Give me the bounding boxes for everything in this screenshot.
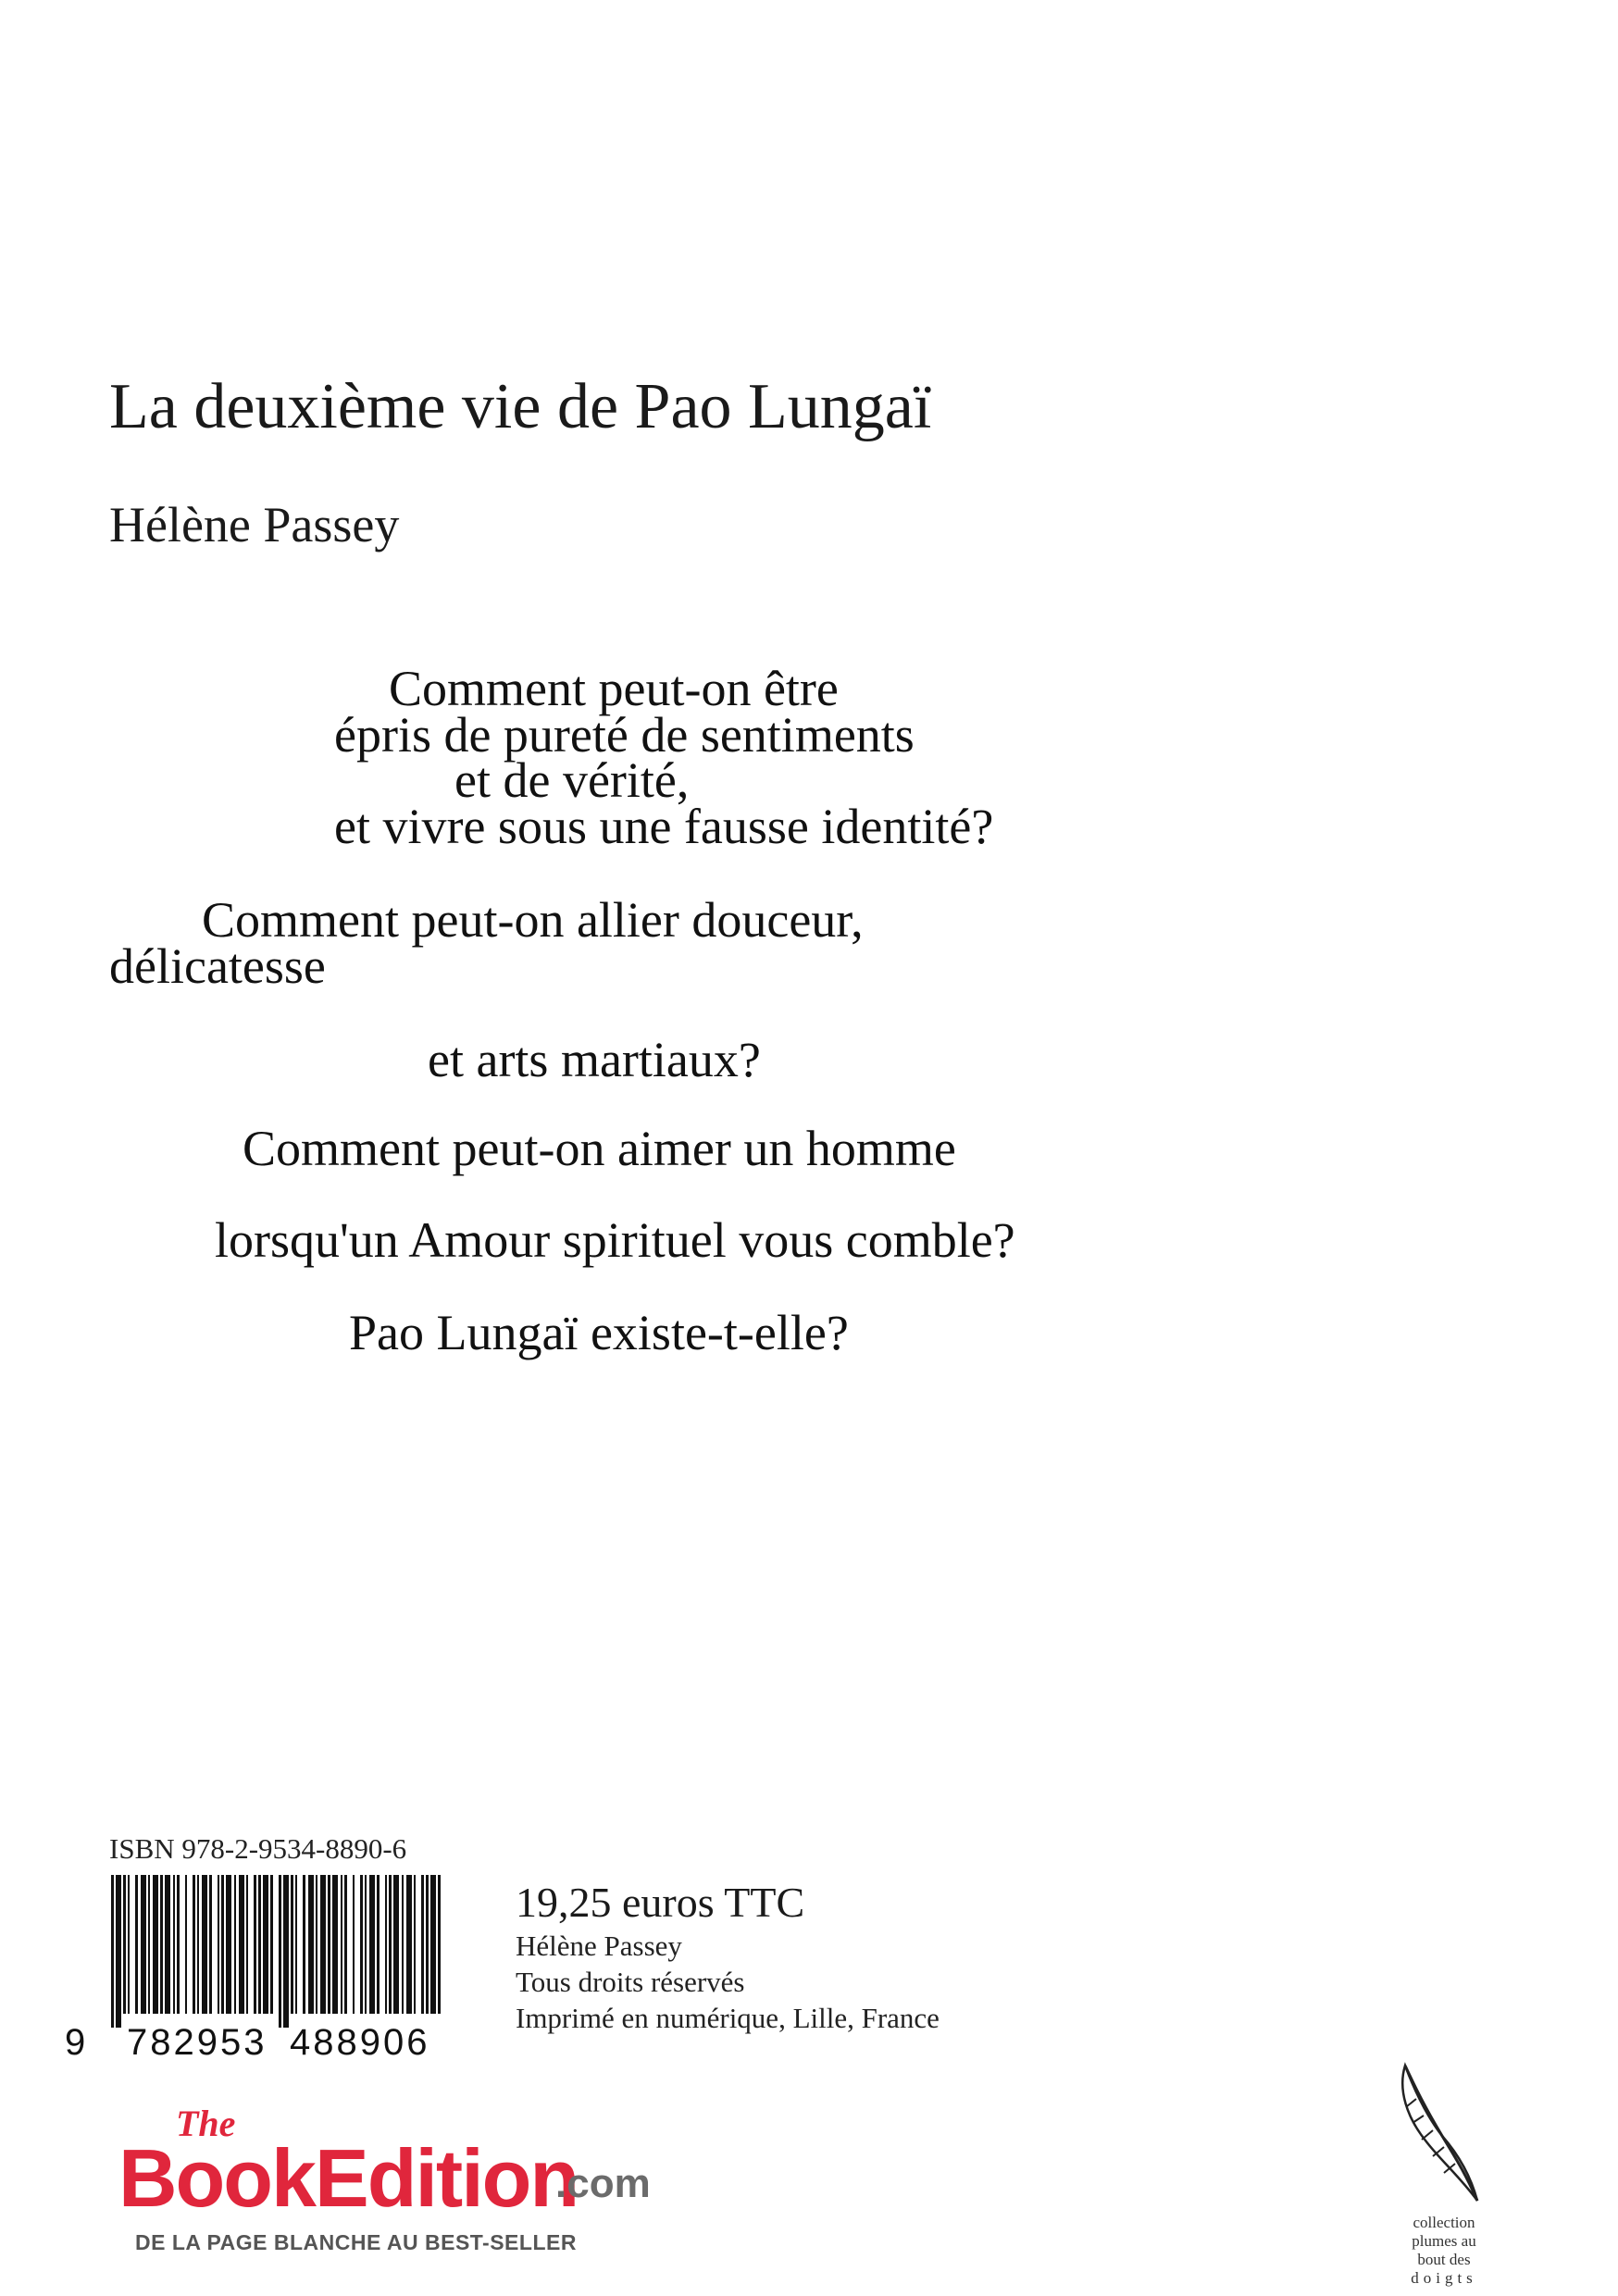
blurb-line-1: Comment peut-on être bbox=[389, 661, 839, 716]
blurb-line-3: et de vérité, bbox=[454, 752, 690, 808]
collection-line-3: bout des bbox=[1417, 2251, 1471, 2268]
blurb-line-9: lorsqu'un Amour spirituel vous comble? bbox=[215, 1212, 1015, 1268]
rights-reserved: Tous droits réservés bbox=[516, 1966, 745, 1998]
book-author: Hélène Passey bbox=[109, 497, 400, 552]
printed-location: Imprimé en numérique, Lille, France bbox=[516, 2002, 940, 2034]
blurb-line-2: épris de pureté de sentiments bbox=[334, 707, 915, 763]
logo-dotcom-text: .com bbox=[555, 2161, 651, 2206]
collection-line-4: doigts bbox=[1411, 2269, 1477, 2287]
publisher-tagline: DE LA PAGE BLANCHE AU BEST-SELLER bbox=[135, 2230, 577, 2254]
feather-icon bbox=[1388, 2062, 1490, 2210]
blurb-line-10: Pao Lungaï existe-t-elle? bbox=[349, 1305, 849, 1360]
blurb-line-4: et vivre sous une fausse identité? bbox=[334, 799, 994, 854]
barcode bbox=[109, 1875, 455, 2028]
book-title: La deuxième vie de Pao Lungaï bbox=[109, 371, 932, 442]
publication-author: Hélène Passey bbox=[516, 1930, 682, 1962]
blurb-line-7: et arts martiaux? bbox=[428, 1032, 761, 1087]
barcode-digit-first: 9 bbox=[65, 2022, 86, 2063]
collection-line-1: collection bbox=[1413, 2214, 1475, 2231]
blurb-line-5: Comment peut-on allier douceur, bbox=[202, 892, 864, 948]
barcode-digits-right: 488906 bbox=[290, 2022, 430, 2063]
blurb-line-8: Comment peut-on aimer un homme bbox=[243, 1121, 956, 1176]
collection-line-2: plumes au bbox=[1412, 2232, 1476, 2250]
logo-the-text: The bbox=[176, 2103, 236, 2144]
barcode-digits-left: 782953 bbox=[127, 2022, 268, 2063]
blurb-line-6: délicatesse bbox=[109, 938, 326, 994]
isbn-label: ISBN 978-2-9534-8890-6 bbox=[109, 1832, 407, 1865]
logo-bookedition-text: BookEdition bbox=[118, 2132, 579, 2224]
price: 19,25 euros TTC bbox=[516, 1879, 805, 1926]
